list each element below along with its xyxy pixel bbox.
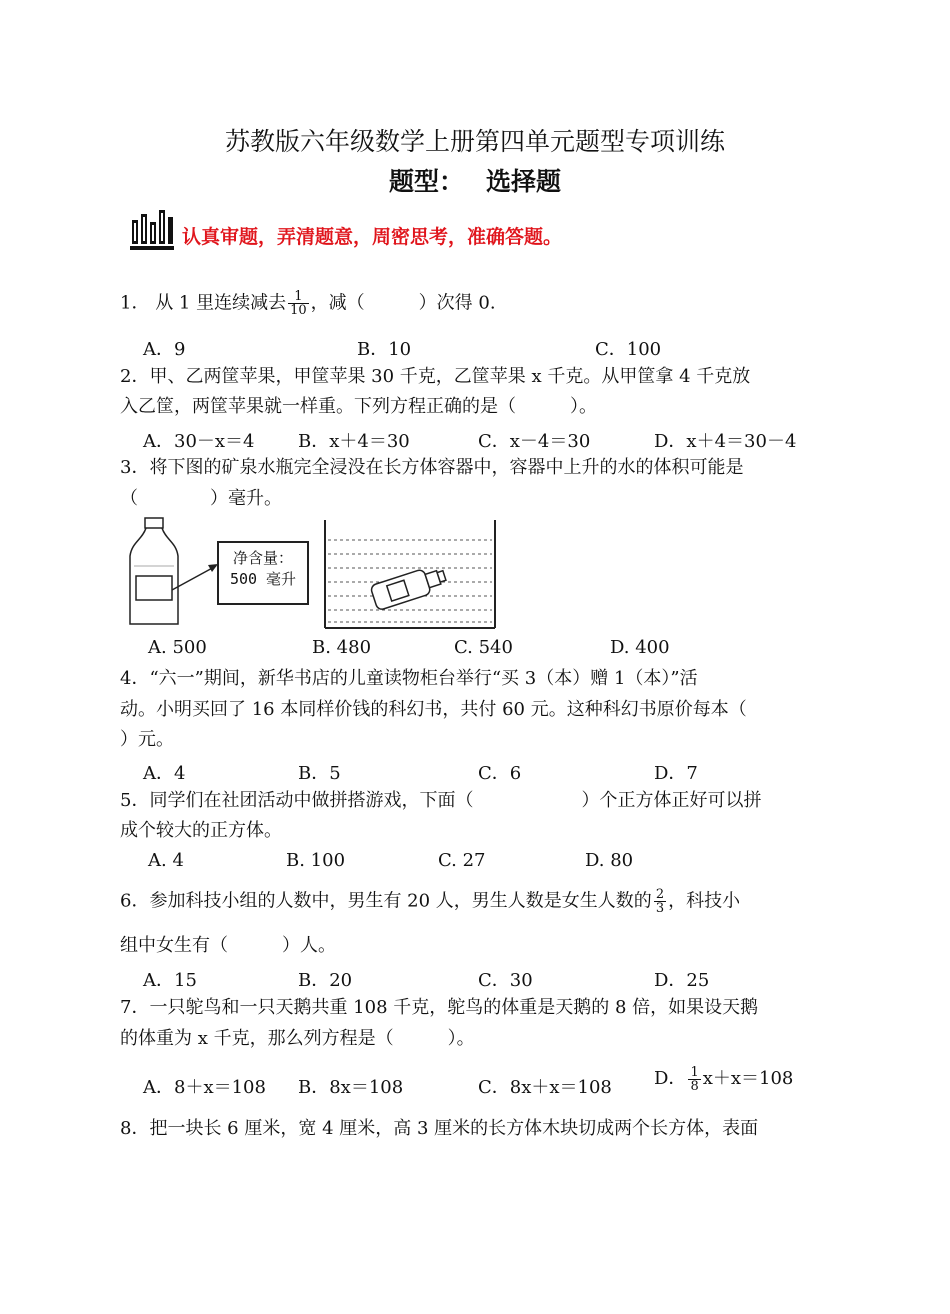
option-c: C．30 <box>478 970 533 991</box>
question-text: ，减（ ）次得 0. <box>310 292 496 314</box>
question-2: 2．甲、乙两筐苹果，甲筐苹果 30 千克，乙筐苹果 x 千克。从甲筐拿 4 千克放 <box>120 366 751 387</box>
question-5: 5．同学们在社团活动中做拼搭游戏，下面（ ）个正方体正好可以拼 <box>120 790 762 811</box>
option-c: C．8x＋x＝108 <box>478 1077 612 1098</box>
option-b: B. 100 <box>286 850 346 871</box>
option-c: C．6 <box>478 763 522 784</box>
question-number: 6． <box>120 890 150 912</box>
option-a: A．9 <box>143 339 186 360</box>
fraction: $\frac{1}{8}$ <box>690 1064 699 1094</box>
option-b: B．5 <box>298 763 341 784</box>
option-b: B．x＋4＝30 <box>298 431 410 452</box>
option-d: D. 400 <box>610 637 670 658</box>
option-a: A. 4 <box>148 850 184 871</box>
option-d: D. 80 <box>585 850 634 871</box>
subtitle-value: 选择题 <box>486 167 562 196</box>
page-subtitle <box>0 162 950 198</box>
option-a: A. 500 <box>148 637 207 658</box>
option-c: C．x－4＝30 <box>478 431 591 452</box>
question-text-line: ）元。 <box>120 729 174 750</box>
question-text-line: 入乙筐，两筐苹果就一样重。下列方程正确的是（ ）。 <box>120 396 597 417</box>
option-c: C. 540 <box>454 637 513 658</box>
option-a: A．30－x＝4 <box>143 431 255 452</box>
fraction: $\frac{2}{3}$ <box>655 887 665 916</box>
question-text-line: 组中女生有（ ）人。 <box>120 935 336 956</box>
option-d: D．x＋4＝30－4 <box>654 431 797 452</box>
option-a: A．15 <box>143 970 197 991</box>
bar-chart-icon <box>130 208 174 254</box>
question-number: 2． <box>120 366 150 387</box>
question-text-line: 的体重为 x 千克，那么列方程是（ ）。 <box>120 1028 475 1049</box>
option-a: A．4 <box>143 763 186 784</box>
question-4: 4．“六一”期间，新华书店的儿童读物柜台举行“买 3（本）赠 1（本）”活 <box>120 668 698 689</box>
question-7: 7．一只鸵鸟和一只天鹅共重 108 千克，鸵鸟的体重是天鹅的 8 倍，如果设天鹅 <box>120 997 759 1018</box>
question-text-line: （ ）毫升。 <box>120 488 282 509</box>
page-title: 苏教版六年级数学上册第四单元题型专项训练 <box>224 127 725 156</box>
option-b: B. 480 <box>312 637 372 658</box>
option-b: B．20 <box>298 970 353 991</box>
subtitle-label: 题型： <box>388 167 464 196</box>
question-number: 8． <box>120 1118 150 1139</box>
option-b: B．8x＝108 <box>298 1077 404 1098</box>
question-number: 1． <box>120 292 150 314</box>
option-a: A．8＋x＝108 <box>143 1077 266 1098</box>
option-c: C. 27 <box>438 850 486 871</box>
question-number: 7． <box>120 997 150 1018</box>
question-6: 6．参加科技小组的人数中，男生有 20 人，男生人数是女生人数的 $\frac{2}{3}$ ，科技小 <box>120 887 741 916</box>
instruction-banner: 认真审题，弄清题意，周密思考，准确答题。 <box>182 226 563 248</box>
option-b: B．10 <box>357 339 412 360</box>
option-d: D．25 <box>654 970 710 991</box>
question-1 <box>120 290 496 317</box>
question-text: 从 1 里连续减去 <box>155 292 287 314</box>
option-d: D．7 <box>654 763 698 784</box>
question-number: 3． <box>120 457 150 478</box>
question-text-line: 成个较大的正方体。 <box>120 820 282 841</box>
option-d: D． $\frac{1}{8}$ x＋x＝108 <box>654 1064 794 1094</box>
question-number: 4． <box>120 668 150 689</box>
water-bottle-figure <box>120 514 510 636</box>
option-c: C．100 <box>595 339 662 360</box>
question-number: 5． <box>120 790 150 811</box>
question-text-line: 动。小明买回了 16 本同样价钱的科幻书，共付 60 元。这种科幻书原价每本（ <box>120 699 747 720</box>
fraction: $\frac{1}{10}$ <box>290 289 307 318</box>
question-3: 3．将下图的矿泉水瓶完全浸没在长方体容器中，容器中上升的水的体积可能是 <box>120 457 744 478</box>
question-8: 8．把一块长 6 厘米，宽 4 厘米，高 3 厘米的长方体木块切成两个长方体，表面 <box>120 1118 759 1139</box>
bottle-label: 净含量： 500 毫升 <box>229 549 297 588</box>
